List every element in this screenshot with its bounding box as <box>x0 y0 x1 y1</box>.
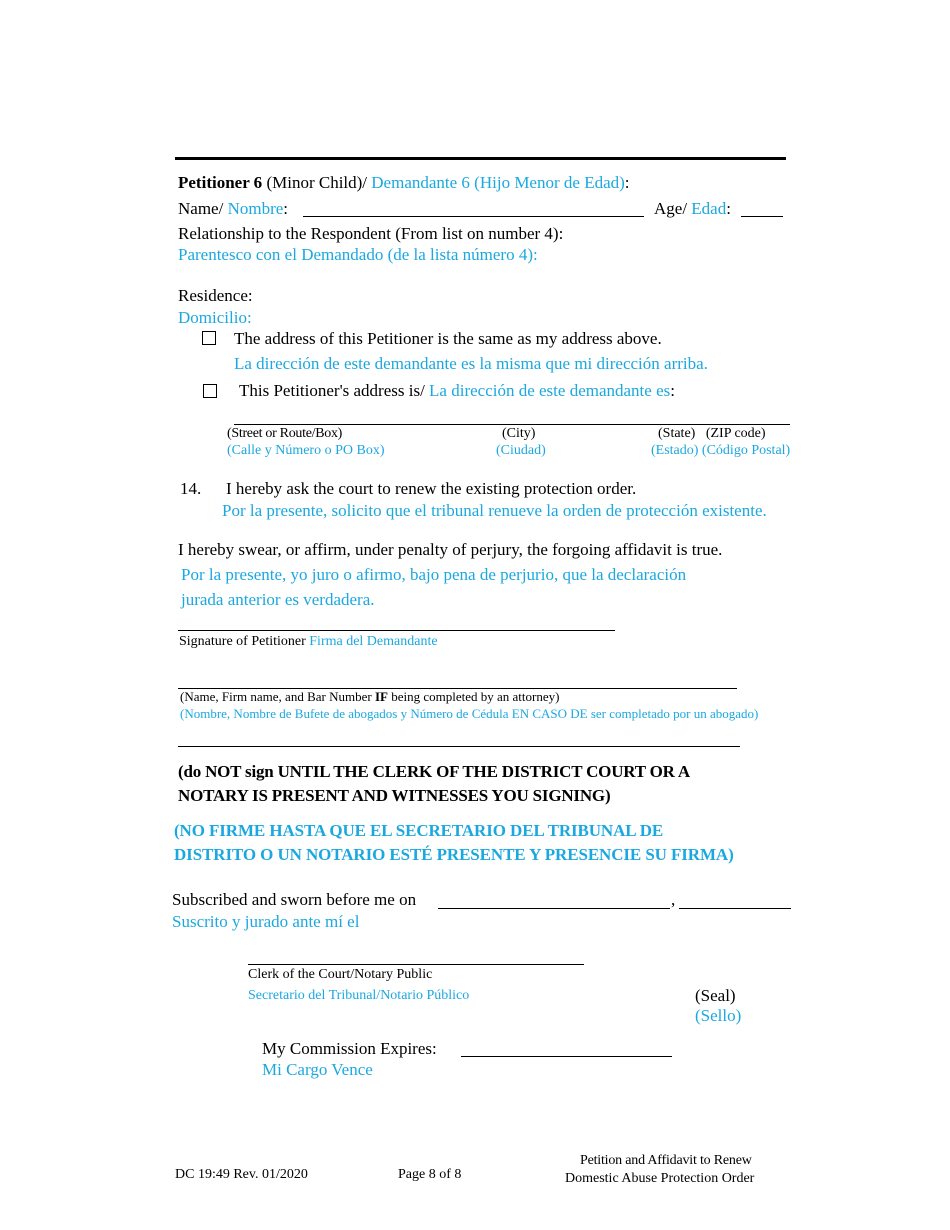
affirmation-text: I hereby swear, or affirm, under penalty of perjury, the forgoing affidavit is true. <box>178 540 723 559</box>
sworn-label: Subscribed and sworn before me on <box>172 890 417 909</box>
footer-title-2: Domestic Abuse Protection Order <box>565 1171 755 1186</box>
age-label: Age/ Edad: <box>654 199 731 218</box>
residence-label: Residence: <box>178 286 253 305</box>
city-caption: (City) <box>502 426 536 441</box>
affirmation-text-es-1: Por la presente, yo juro o afirmo, bajo pena de perjurio, que la declaración <box>181 565 687 584</box>
attorney-label: (Name, Firm name, and Bar Number IF being completed by an attorney) <box>180 689 560 704</box>
clerk-signature-field[interactable] <box>248 964 584 965</box>
clerk-label: Clerk of the Court/Notary Public <box>248 967 433 982</box>
commission-field[interactable] <box>461 1056 672 1057</box>
street-caption-es: (Calle y Número o PO Box) <box>227 443 385 458</box>
sworn-year-field[interactable] <box>679 908 791 909</box>
name-label: Name/ Nombre: <box>178 199 289 218</box>
footer-form-id: DC 19:49 Rev. 01/2020 <box>175 1167 308 1182</box>
footer-page-number: Page 8 of 8 <box>398 1167 462 1182</box>
petitioner-heading: Petitioner 6 (Minor Child)/ Demandante 6 (Hijo Menor de Edad): <box>178 173 630 192</box>
item-14-text-es: Por la presente, solicito que el tribunal renueve la orden de protección existente. <box>222 501 767 520</box>
seal-label: (Seal) <box>695 986 736 1005</box>
state-zip-caption-es: (Estado) (Código Postal) <box>651 443 791 458</box>
clerk-label-es: Secretario del Tribunal/Notario Público <box>248 988 470 1003</box>
sworn-comma: , <box>671 890 676 909</box>
affirmation-text-es-2: jurada anterior es verdadera. <box>181 590 375 609</box>
commission-label-es: Mi Cargo Vence <box>262 1060 373 1079</box>
commission-label: My Commission Expires: <box>262 1039 437 1058</box>
footer-title-1: Petition and Affidavit to Renew <box>580 1153 752 1168</box>
different-address-label: This Petitioner's address is/ La dirección de este demandante es: <box>239 381 675 400</box>
state-zip-caption: (State) (ZIP code) <box>658 426 766 441</box>
attorney-label-es: (Nombre, Nombre de Bufete de abogados y Número de Cédula EN CASO DE ser completado por un abogado) <box>180 706 759 721</box>
name-field[interactable] <box>303 216 644 217</box>
petitioner-heading-bold: Petitioner 6 <box>178 173 263 192</box>
sworn-date-field[interactable] <box>438 908 670 909</box>
item-14-number: 14. <box>180 479 202 498</box>
sworn-label-es: Suscrito y jurado ante mí el <box>172 912 360 931</box>
seal-label-es: (Sello) <box>695 1006 742 1025</box>
residence-label-es: Domicilio: <box>178 308 252 327</box>
street-caption: (Street or Route/Box) <box>227 426 343 441</box>
warning-line-2-es: DISTRITO O UN NOTARIO ESTÉ PRESENTE Y PRESENCIE SU FIRMA) <box>174 845 734 864</box>
item-14-text: I hereby ask the court to renew the existing protection order. <box>226 479 637 498</box>
same-address-label-es: La dirección de este demandante es la misma que mi dirección arriba. <box>234 354 708 373</box>
different-address-checkbox[interactable] <box>203 384 217 398</box>
signature-field[interactable] <box>178 630 615 631</box>
city-caption-es: (Ciudad) <box>496 443 546 458</box>
attorney-field-2[interactable] <box>178 746 740 747</box>
warning-line-1: (do NOT sign UNTIL THE CLERK OF THE DISTRICT COURT OR A <box>178 762 690 781</box>
same-address-checkbox[interactable] <box>202 331 216 345</box>
age-field[interactable] <box>741 216 783 217</box>
warning-line-1-es: (NO FIRME HASTA QUE EL SECRETARIO DEL TRIBUNAL DE <box>174 821 664 840</box>
same-address-label: The address of this Petitioner is the same as my address above. <box>234 329 662 348</box>
relationship-label-es: Parentesco con el Demandado (de la lista número 4): <box>178 245 538 264</box>
relationship-label: Relationship to the Respondent (From list on number 4): <box>178 224 564 243</box>
top-rule <box>175 157 786 160</box>
petitioner-heading-es: Demandante 6 (Hijo Menor de Edad) <box>371 173 625 192</box>
warning-line-2: NOTARY IS PRESENT AND WITNESSES YOU SIGNING) <box>178 786 611 805</box>
signature-label: Signature of Petitioner Firma del Demandante <box>179 634 438 649</box>
address-field[interactable] <box>234 424 790 425</box>
